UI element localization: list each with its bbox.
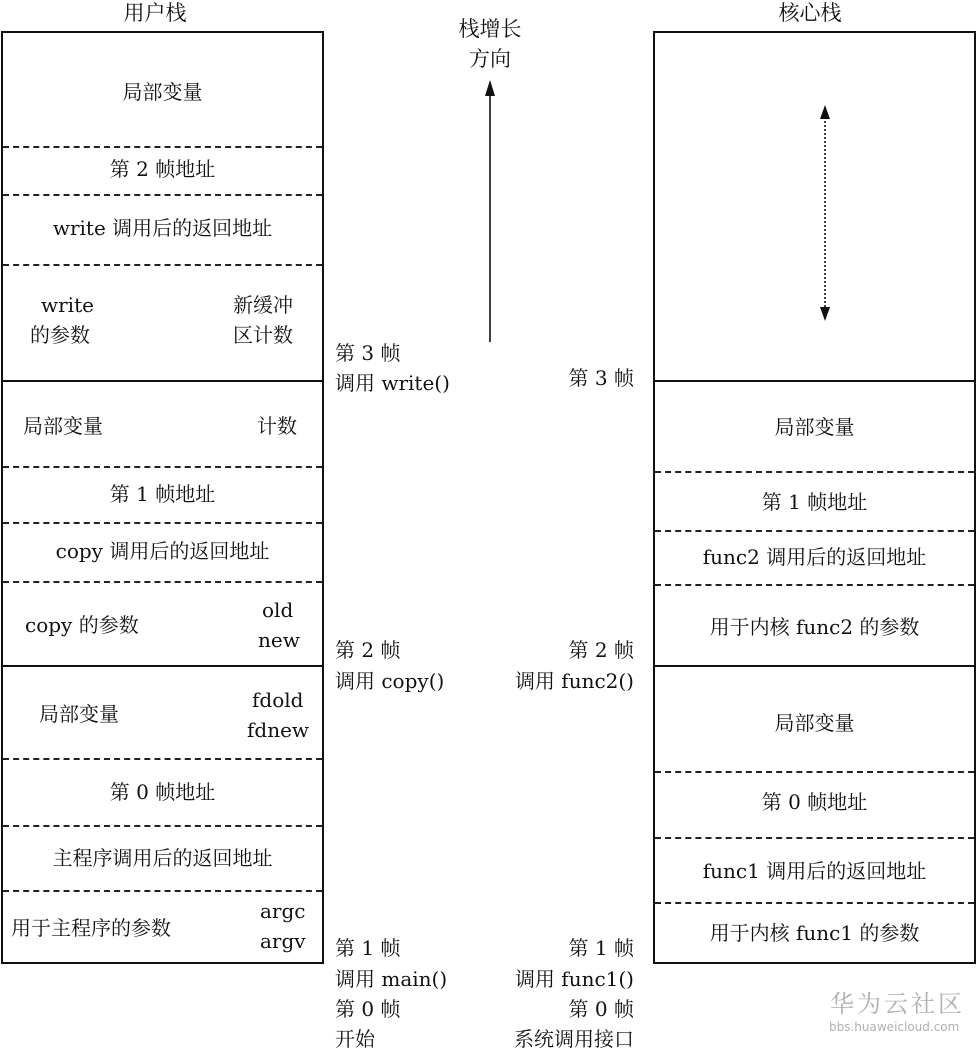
user-frame3-params bbox=[3, 264, 322, 382]
user-frame3-return-addr-label: write 调用后的返回地址 bbox=[52, 216, 273, 240]
user-stack-title: 用户栈 bbox=[123, 1, 187, 25]
user-frame1-params-left: 用于主程序的参数 bbox=[11, 916, 171, 940]
user-frame1-locals-left: 局部变量 bbox=[39, 702, 119, 726]
kernel-frame1-frame-addr bbox=[655, 771, 974, 839]
kernel-frame2-params bbox=[655, 584, 974, 667]
kernel-frame2-frame-addr-label: 第 1 帧地址 bbox=[761, 490, 868, 514]
user-frame2-params bbox=[3, 581, 322, 667]
user-frame3-params-right-1: 新缓冲 bbox=[233, 293, 293, 317]
growth-direction-title-line1: 栈增长 bbox=[458, 17, 522, 41]
user-frame3-params-right-2: 区计数 bbox=[233, 323, 293, 347]
user-frame3-locals bbox=[3, 33, 322, 146]
user-frame3-frame-addr-label: 第 2 帧地址 bbox=[109, 157, 216, 181]
kernel-syscall-interface: 系统调用接口 bbox=[514, 1027, 634, 1051]
user-stack bbox=[1, 31, 324, 964]
kernel-frame0-label: 第 0 帧 bbox=[568, 997, 634, 1021]
kernel-frame1-label: 第 1 帧 bbox=[568, 936, 634, 960]
kernel-frame2-frame-addr bbox=[655, 471, 974, 532]
user-frame1-params-right-1: argc bbox=[260, 899, 306, 923]
kernel-frame2-call: 调用 func2() bbox=[514, 669, 634, 693]
kernel-frame1-locals bbox=[655, 665, 974, 773]
user-frame2-params-right-1: old bbox=[262, 598, 294, 622]
watermark-url: bbs.huaweicloud.com bbox=[829, 1020, 960, 1034]
user-frame1-frame-addr bbox=[3, 758, 322, 827]
user-frame2-locals-left: 局部变量 bbox=[23, 414, 103, 438]
kernel-frame1-call: 调用 func1() bbox=[514, 967, 634, 991]
user-frame2-frame-addr-label: 第 1 帧地址 bbox=[109, 482, 216, 506]
user-frame3-params-left-2: 的参数 bbox=[30, 323, 90, 347]
kernel-frame1-frame-addr-label: 第 0 帧地址 bbox=[761, 790, 868, 814]
user-frame1-locals-right-1: fdold bbox=[252, 688, 304, 712]
user-frame2-return-addr-label: copy 调用后的返回地址 bbox=[55, 539, 270, 563]
user-frame3-call: 调用 write() bbox=[335, 371, 450, 395]
kernel-frame2-return-addr-label: func2 调用后的返回地址 bbox=[702, 545, 927, 569]
user-frame2-params-left: copy 的参数 bbox=[25, 613, 139, 637]
user-frame1-frame-addr-label: 第 0 帧地址 bbox=[109, 780, 216, 804]
user-frame1-params bbox=[3, 890, 322, 966]
user-frame1-params-right-2: argv bbox=[260, 929, 306, 953]
user-frame2-frame-addr bbox=[3, 466, 322, 524]
user-frame1-locals bbox=[3, 665, 322, 760]
user-frame1-label: 第 1 帧 bbox=[335, 936, 401, 960]
kernel-stack bbox=[653, 31, 976, 964]
user-frame3-label: 第 3 帧 bbox=[335, 341, 401, 365]
user-frame2-call: 调用 copy() bbox=[335, 669, 445, 693]
kernel-frame2-return-addr bbox=[655, 530, 974, 586]
user-frame3-params-left-1: write bbox=[41, 293, 94, 317]
user-frame0-start: 开始 bbox=[335, 1027, 375, 1051]
user-frame2-locals-right: 计数 bbox=[257, 414, 297, 438]
kernel-stack-title: 核心栈 bbox=[778, 1, 842, 25]
user-frame2-params-right-2: new bbox=[258, 628, 300, 652]
kernel-frame2-locals bbox=[655, 380, 974, 473]
user-frame1-locals-right-2: fdnew bbox=[247, 718, 310, 742]
user-frame3-return-addr bbox=[3, 194, 322, 266]
kernel-frame2-label: 第 2 帧 bbox=[568, 638, 634, 662]
user-frame2-locals bbox=[3, 380, 322, 468]
kernel-frame2-locals-label: 局部变量 bbox=[774, 415, 855, 439]
user-frame1-return-addr-label: 主程序调用后的返回地址 bbox=[52, 846, 273, 870]
stack-growth-arrow bbox=[480, 78, 500, 344]
growth-direction-title-line2: 方向 bbox=[469, 47, 511, 71]
user-frame1-call: 调用 main() bbox=[335, 967, 448, 991]
watermark-brand: 华为云社区 bbox=[830, 990, 965, 1018]
kernel-frame2-params-label: 用于内核 func2 的参数 bbox=[709, 615, 920, 639]
kernel-frame1-params-label: 用于内核 func1 的参数 bbox=[709, 921, 920, 945]
user-frame1-return-addr bbox=[3, 825, 322, 892]
user-frame2-return-addr bbox=[3, 522, 322, 583]
user-frame2-label: 第 2 帧 bbox=[335, 638, 401, 662]
kernel-frame3-label: 第 3 帧 bbox=[568, 366, 634, 390]
kernel-free-space bbox=[655, 33, 974, 380]
kernel-growth-double-arrow bbox=[815, 103, 835, 323]
user-frame3-frame-addr bbox=[3, 146, 322, 196]
kernel-frame1-return-addr bbox=[655, 837, 974, 904]
kernel-frame1-locals-label: 局部变量 bbox=[774, 711, 855, 735]
kernel-frame1-return-addr-label: func1 调用后的返回地址 bbox=[702, 859, 927, 883]
user-frame0-label: 第 0 帧 bbox=[335, 997, 401, 1021]
user-frame3-locals-label: 局部变量 bbox=[122, 80, 203, 104]
kernel-frame1-params bbox=[655, 902, 974, 966]
